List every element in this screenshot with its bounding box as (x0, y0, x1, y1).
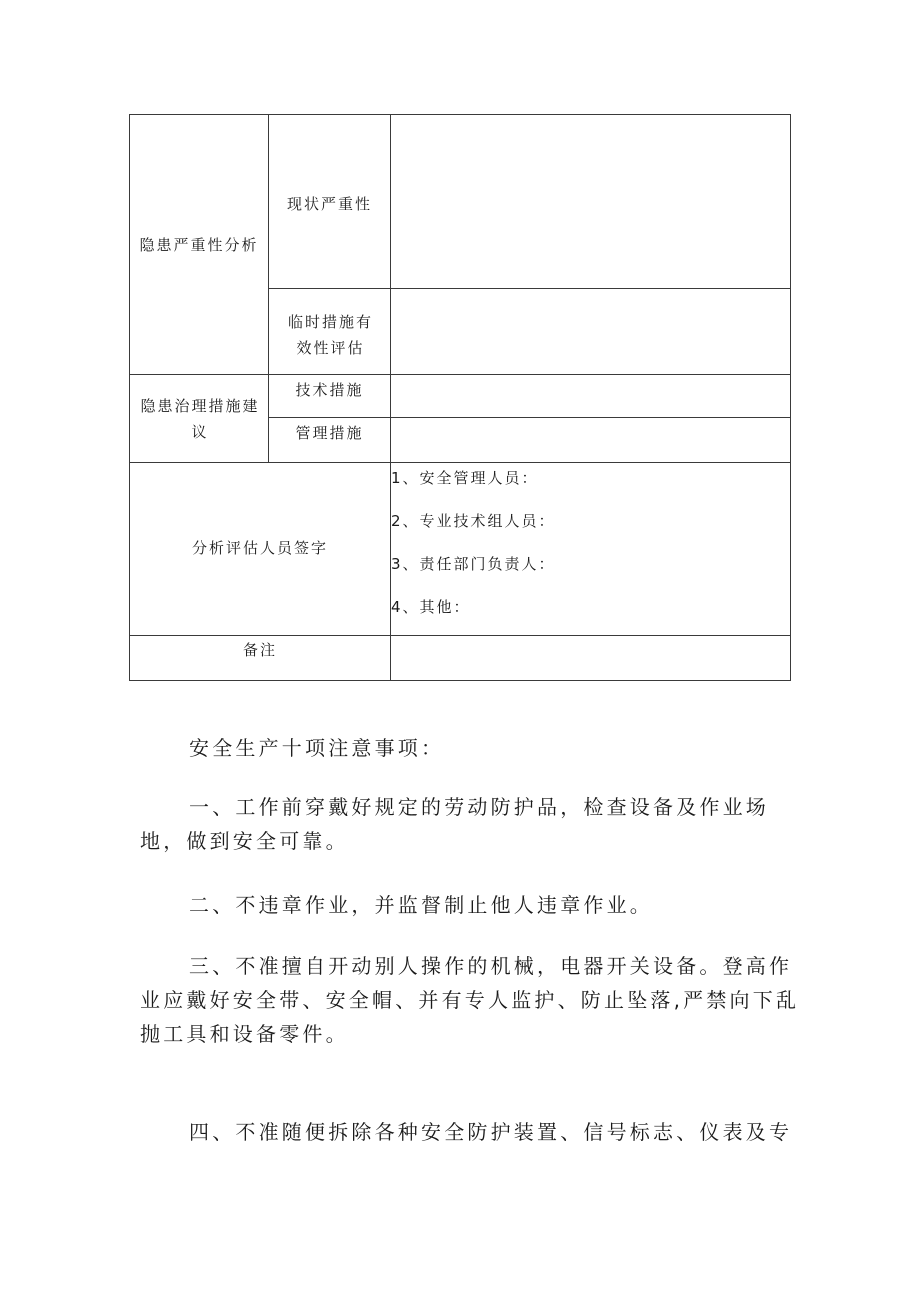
mgmt-measures-label: 管理措施 (295, 424, 364, 442)
signature-label: 分析评估人员签字 (191, 538, 328, 557)
signature-label-cell (130, 463, 391, 636)
remarks-label: 备注 (242, 641, 277, 659)
note-item: 一、工作前穿戴好规定的劳动防护品，检查设备及作业场地，做到安全可靠。 (140, 795, 769, 853)
note-item: 三、不准擅自开动别人操作的机械，电器开关设备。登高作业应戴好安全带、安全帽、并有专人监护、防止坠落,严禁向下乱抛工具和设备零件。 (140, 954, 800, 1046)
temp-measure-eval-label-cell (269, 289, 391, 375)
signature-item: 3、责任部门负责人： (391, 555, 556, 573)
tech-measures-value-cell[interactable] (391, 375, 791, 418)
tech-measures-label-cell (269, 375, 391, 418)
treatment-suggestion-label-cell (130, 375, 269, 463)
mgmt-measures-label-cell (269, 418, 391, 463)
signature-list (391, 463, 790, 635)
signature-item: 4、其他： (391, 598, 471, 616)
current-severity-label-cell (269, 115, 391, 289)
hazard-analysis-table (129, 114, 791, 681)
note-item: 四、不准随便拆除各种安全防护装置、信号标志、仪表及专 (189, 1120, 793, 1144)
current-severity-label: 现状严重性 (286, 195, 372, 213)
signature-item: 1、安全管理人员： (391, 469, 539, 487)
severity-analysis-label: 隐患严重性分析 (139, 236, 259, 254)
signature-item: 2、专业技术组人员： (391, 512, 556, 530)
remarks-label-cell (130, 636, 391, 681)
severity-analysis-label-cell (130, 115, 269, 375)
notes-heading: 安全生产十项注意事项： (189, 736, 445, 760)
mgmt-measures-value-cell[interactable] (391, 418, 791, 463)
temp-measure-eval-value-cell[interactable] (391, 289, 791, 375)
remarks-value-cell[interactable] (391, 636, 791, 681)
note-item: 二、不违章作业，并监督制止他人违章作业。 (189, 893, 653, 917)
temp-measure-eval-label: 临时措施有效性评估 (287, 313, 373, 357)
tech-measures-label: 技术措施 (295, 381, 364, 399)
treatment-suggestion-label: 隐患治理措施建议 (140, 397, 260, 441)
current-severity-value-cell[interactable] (391, 115, 791, 289)
signature-value-cell[interactable] (391, 463, 791, 636)
